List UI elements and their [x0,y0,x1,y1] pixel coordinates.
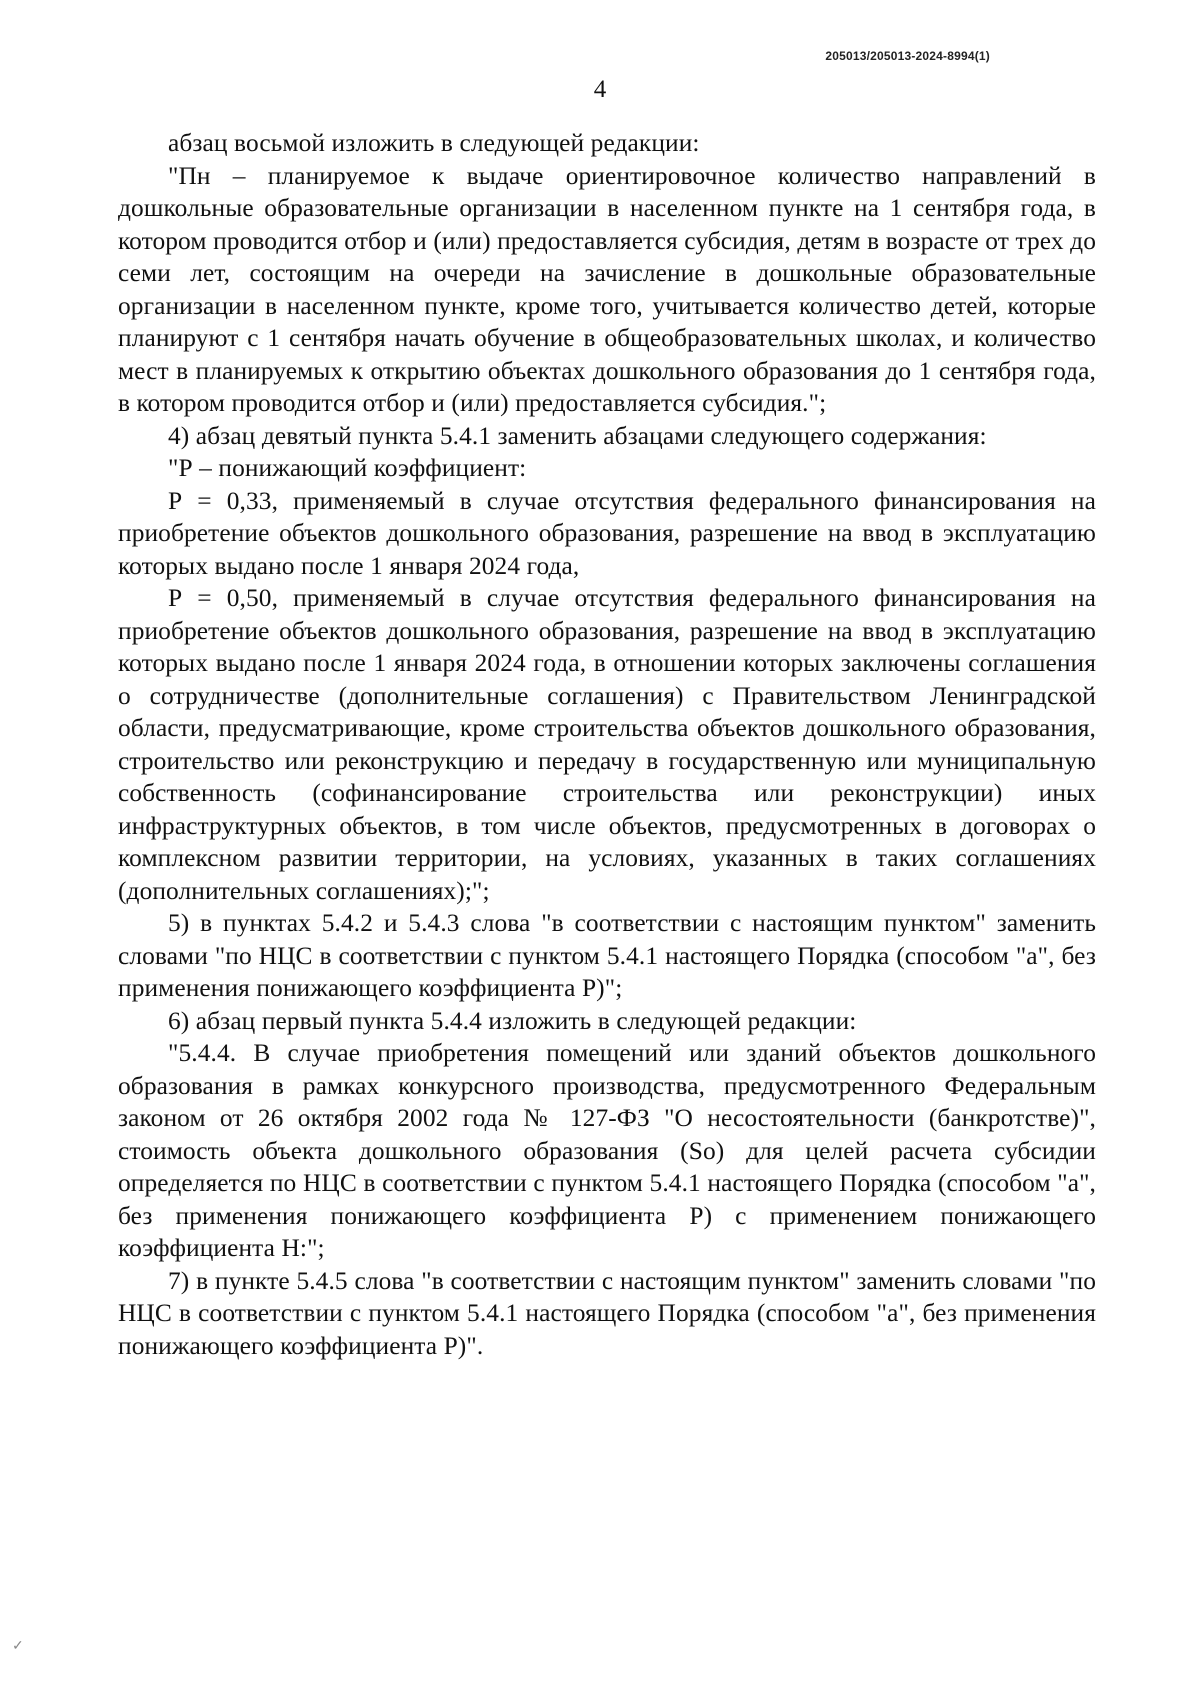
paragraph-item-7: 7) в пункте 5.4.5 слова "в соответствии с настоящим пунктом" заменить словами "по НЦС в соответствии с пунктом 5.4.1 настоящего Порядка (способом "а", без применения понижающего коэффициента Р)". [118,1266,1096,1360]
document-id: 205013/205013-2024-8994(1) [825,49,990,63]
page-number: 4 [593,76,607,103]
paragraph-p-033: Р = 0,33, применяемый в случае отсутствия федерального финансирования на приобретение объектов дошкольного образования, разрешение на ввод в эксплуатацию которых выдано после 1 января 2024 года, [118,486,1096,580]
paragraph-item-5: 5) в пунктах 5.4.2 и 5.4.3 слова "в соответствии с настоящим пунктом" заменить словами "по НЦС в соответствии с пунктом 5.4.1 настоящего Порядка (способом "а", без применения понижающего коэффициента Р)"; [118,909,1096,1002]
paragraph-5-4-4: "5.4.4. В случае приобретения помещений или зданий объектов дошкольного образования в рамках конкурсного производства, предусмотренного Федеральным законом от 26 октября 2002 года № 127-ФЗ "О несостоятельности (банкротстве)", стоимость объекта дошкольного образования (So) для целей расчета субсидии определяется по НЦС в соответствии с пунктом 5.4.1 настоящего Порядка (способом "а", без применения понижающего коэффициента Р) с применением понижающего коэффициента Н:"; [118,1039,1096,1262]
document-body [118,127,1096,1362]
paragraph-p-coefficient: "Р – понижающий коэффициент: [168,454,527,482]
paragraph-item-4: 4) абзац девятый пункта 5.4.1 заменить абзацами следующего содержания: [168,421,987,450]
paragraph-p-050: Р = 0,50, применяемый в случае отсутствия федерального финансирования на приобретение объектов дошкольного образования, разрешение на ввод в эксплуатацию которых выдано после 1 января 2024 года, в отношении которых заключены соглашения о сотрудничестве (дополнительные соглашения) с Правительством Ленинградской области, предусматривающие, кроме строительства объектов дошкольного образования, строительство или реконструкцию и передачу в государственную или муниципальную собственность (софинансирование строительства или реконструкции) иных инфраструктурных объектов, в том числе объектов, предусмотренных в договорах о комплексном развитии территории, на условиях, указанных в таких соглашениях (дополнительных соглашениях);"; [118,584,1096,905]
paragraph-item-6: 6) абзац первый пункта 5.4.4 изложить в следующей редакции: [168,1006,857,1035]
margin-mark: ✓ [12,1639,24,1654]
paragraph-pn-definition: "Пн – планируемое к выдаче ориентировочное количество направлений в дошкольные образовательные организации в населенном пункте на 1 сентября года, в котором проводится отбор и (или) предоставляется субсидия, детям в возрасте от трех до семи лет, состоящим на очереди на зачисление в дошкольные образовательные организации в населенном пункте, кроме того, учитывается количество детей, которые планируют с 1 сентября начать обучение в общеобразовательных школах, и количество мест в планируемых к открытию объектах дошкольного образования до 1 сентября года, в котором проводится отбор и (или) предоставляется субсидия."; [118,161,1096,417]
paragraph-intro: абзац восьмой изложить в следующей редакции: [168,129,700,157]
